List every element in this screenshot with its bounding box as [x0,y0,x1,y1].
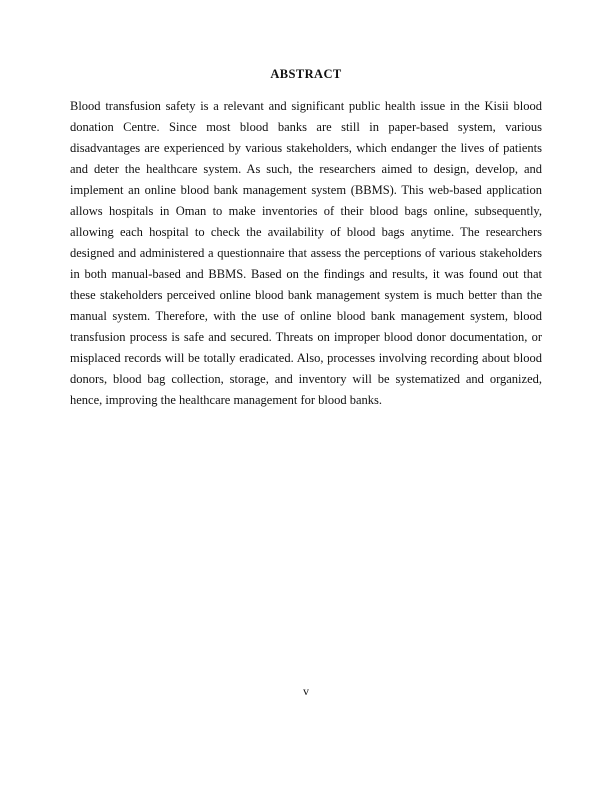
page-number: v [303,684,309,698]
abstract-paragraph: Blood transfusion safety is a relevant and significant public health issue in the Kisii blood donation Centre. Since most blood banks are still in paper-based system, various disadvantages are experienced by various stakeholders, which endanger the lives of patients and deter the healthcare system. As such, the researchers aimed to design, develop, and implement an online blood bank management system (BBMS). This web-based application allows hospitals in Oman to make inventories of their blood bags online, subsequently, allowing each hospital to check the availability of blood bags anytime. The researchers designed and administered a questionnaire that assess the perceptions of various stakeholders in both manual-based and BBMS. Based on the findings and results, it was found out that these stakeholders perceived online blood bank management system is much better than the manual system. Therefore, with the use of online blood bank management system, blood transfusion process is safe and secured. Threats on improper blood donor documentation, or misplaced records will be totally eradicated. Also, processes involving recording about blood donors, blood bag collection, storage, and inventory will be systematized and organized, hence, improving the healthcare management for blood banks. [70,99,542,407]
abstract-heading: ABSTRACT [270,67,342,81]
